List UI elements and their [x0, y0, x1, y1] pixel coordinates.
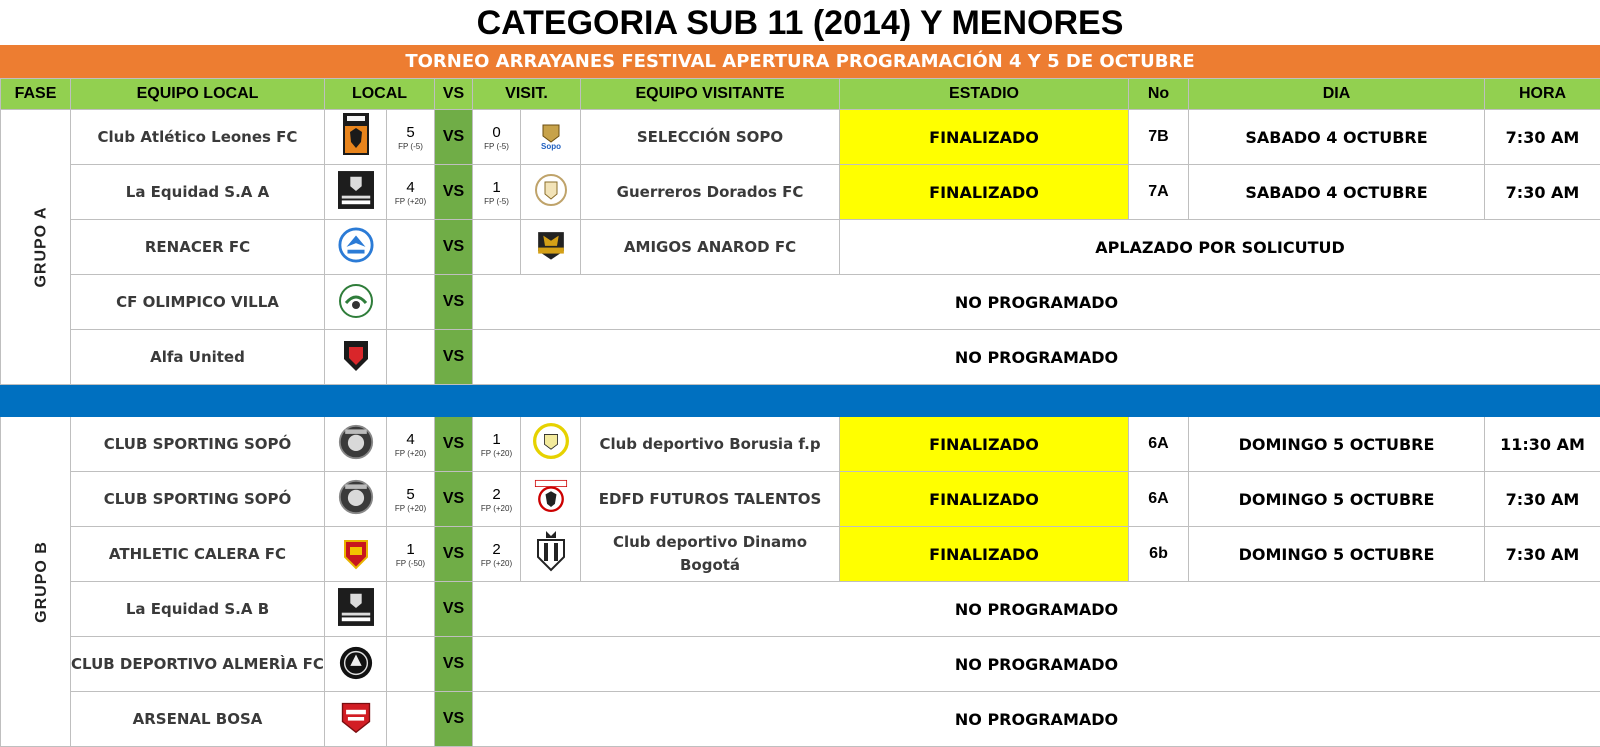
match-time: 7:30 AM [1485, 165, 1600, 220]
match-time: 7:30 AM [1485, 527, 1600, 582]
match-time: 7:30 AM [1485, 110, 1600, 165]
local-team: La Equidad S.A B [71, 582, 325, 637]
local-team: CLUB SPORTING SOPÓ [71, 417, 325, 472]
visit-logo-cell [521, 110, 581, 165]
match-status: NO PROGRAMADO [473, 330, 1600, 385]
match-time: 11:30 AM [1485, 417, 1600, 472]
local-team: ATHLETIC CALERA FC [71, 527, 325, 582]
calera-crest-icon [338, 533, 374, 575]
lion-crest-icon [338, 113, 374, 155]
local-score-cell [387, 110, 435, 165]
match-day: DOMINGO 5 OCTUBRE [1189, 527, 1485, 582]
match-day: DOMINGO 5 OCTUBRE [1189, 417, 1485, 472]
table-row [1, 637, 1600, 692]
local-team: CF OLIMPICO VILLA [71, 275, 325, 330]
vs-cell: VS [435, 637, 473, 692]
estadio-status: FINALIZADO [840, 417, 1129, 472]
dinamo-crest-icon [533, 530, 569, 572]
table-row [1, 692, 1600, 747]
header-row [1, 79, 1600, 110]
visit-logo-cell [521, 527, 581, 582]
header-estadio: ESTADIO [840, 79, 1129, 110]
local-team: CLUB DEPORTIVO ALMERÌA FC [71, 637, 325, 692]
table-row [1, 330, 1600, 385]
visit-logo-cell [521, 472, 581, 527]
table-row [1, 165, 1600, 220]
header-hora: HORA [1485, 79, 1600, 110]
match-no: 7A [1129, 165, 1189, 220]
local-fp: FP (+20) [387, 197, 434, 207]
header-equipo-visitante: EQUIPO VISITANTE [581, 79, 840, 110]
match-status: NO PROGRAMADO [473, 582, 1600, 637]
visit-logo-cell [521, 220, 581, 275]
local-score-cell [387, 582, 435, 637]
borusia-crest-icon [533, 420, 569, 462]
estadio-status: FINALIZADO [840, 472, 1129, 527]
visit-score-cell [473, 472, 521, 527]
local-score-cell [387, 220, 435, 275]
schedule-table [0, 78, 1600, 747]
vs-cell: VS [435, 275, 473, 330]
local-score-cell [387, 637, 435, 692]
table-row [1, 527, 1600, 582]
local-score-cell [387, 275, 435, 330]
visit-logo-cell [521, 165, 581, 220]
tournament-banner: TORNEO ARRAYANES FESTIVAL APERTURA PROGRAMACIÓN 4 Y 5 DE OCTUBRE [0, 45, 1600, 78]
local-score-cell [387, 330, 435, 385]
group-b-label: GRUPO B [33, 541, 51, 623]
visit-score-cell [473, 110, 521, 165]
local-score-cell [387, 692, 435, 747]
match-no: 7B [1129, 110, 1189, 165]
local-logo-cell [325, 582, 387, 637]
local-goals: 5 [387, 124, 434, 142]
local-logo-cell [325, 692, 387, 747]
visit-team: Guerreros Dorados FC [581, 165, 840, 220]
local-goals: 4 [387, 431, 434, 449]
local-score-cell [387, 165, 435, 220]
local-team: Club Atlético Leones FC [71, 110, 325, 165]
match-status: NO PROGRAMADO [473, 692, 1600, 747]
sporting-crest-icon [338, 421, 374, 463]
local-team: RENACER FC [71, 220, 325, 275]
vs-cell: VS [435, 330, 473, 385]
table-row [1, 275, 1600, 330]
local-logo-cell [325, 275, 387, 330]
visit-logo-cell [521, 417, 581, 472]
visit-goals: 2 [473, 541, 520, 559]
local-logo-cell [325, 472, 387, 527]
amigos-crest-icon [533, 224, 569, 266]
page-title: CATEGORIA SUB 11 (2014) Y MENORES [0, 0, 1600, 45]
visit-team: AMIGOS ANAROD FC [581, 220, 840, 275]
local-logo-cell [325, 330, 387, 385]
sporting-crest-icon [338, 476, 374, 518]
match-day: DOMINGO 5 OCTUBRE [1189, 472, 1485, 527]
local-logo-cell [325, 165, 387, 220]
local-fp: FP (-50) [387, 559, 434, 569]
visit-fp: FP (-5) [473, 142, 520, 152]
svg-text:Sopo: Sopo [541, 142, 561, 151]
group-a-label-cell [1, 110, 71, 385]
visit-team: EDFD FUTUROS TALENTOS [581, 472, 840, 527]
guerreros-crest-icon [533, 169, 569, 211]
visit-team: SELECCIÓN SOPO [581, 110, 840, 165]
visit-team: Club deportivo Borusia f.p [581, 417, 840, 472]
match-day: SABADO 4 OCTUBRE [1189, 110, 1485, 165]
group-b-label-cell [1, 417, 71, 747]
arsenal-crest-icon [338, 696, 374, 738]
visit-team: Club deportivo Dinamo Bogotá [581, 527, 840, 582]
renacer-crest-icon [338, 224, 374, 266]
visit-score-cell [473, 220, 521, 275]
local-team: ARSENAL BOSA [71, 692, 325, 747]
local-logo-cell [325, 220, 387, 275]
visit-fp: FP (+20) [473, 559, 520, 569]
table-row [1, 582, 1600, 637]
equidad-crest-icon [338, 586, 374, 628]
header-equipo-local: EQUIPO LOCAL [71, 79, 325, 110]
estadio-status: FINALIZADO [840, 527, 1129, 582]
header-no: No [1129, 79, 1189, 110]
local-logo-cell [325, 110, 387, 165]
local-fp: FP (+20) [387, 449, 434, 459]
table-row [1, 110, 1600, 165]
header-fase: FASE [1, 79, 71, 110]
vs-cell: VS [435, 110, 473, 165]
local-fp: FP (+20) [387, 504, 434, 514]
local-logo-cell [325, 527, 387, 582]
vs-cell: VS [435, 527, 473, 582]
estadio-status: FINALIZADO [840, 110, 1129, 165]
table-row [1, 417, 1600, 472]
visit-goals: 1 [473, 431, 520, 449]
match-status: APLAZADO POR SOLICUTUD [840, 220, 1600, 275]
local-goals: 5 [387, 486, 434, 504]
local-score-cell [387, 527, 435, 582]
local-score-cell [387, 472, 435, 527]
match-no: 6A [1129, 417, 1189, 472]
local-fp: FP (-5) [387, 142, 434, 152]
almeria-crest-icon [338, 642, 374, 684]
match-no: 6A [1129, 472, 1189, 527]
visit-goals: 2 [473, 486, 520, 504]
visit-goals: 1 [473, 179, 520, 197]
local-score-cell [387, 417, 435, 472]
group-separator [1, 385, 1600, 417]
match-status: NO PROGRAMADO [473, 275, 1600, 330]
table-row [1, 472, 1600, 527]
vs-cell: VS [435, 692, 473, 747]
equidad-crest-icon [338, 169, 374, 211]
visit-fp: FP (+20) [473, 449, 520, 459]
local-logo-cell [325, 417, 387, 472]
match-day: SABADO 4 OCTUBRE [1189, 165, 1485, 220]
futuros-crest-icon [533, 475, 569, 517]
visit-score-cell [473, 527, 521, 582]
header-visit: VISIT. [473, 79, 581, 110]
olimpico-crest-icon [338, 280, 374, 322]
estadio-status: FINALIZADO [840, 165, 1129, 220]
table-row [1, 220, 1600, 275]
visit-goals: 0 [473, 124, 520, 142]
vs-cell: VS [435, 165, 473, 220]
vs-cell: VS [435, 472, 473, 527]
visit-fp: FP (-5) [473, 197, 520, 207]
alfa-crest-icon [338, 335, 374, 377]
visit-score-cell [473, 165, 521, 220]
group-a-label: GRUPO A [33, 206, 51, 287]
vs-cell: VS [435, 220, 473, 275]
sopo-crest-icon [533, 116, 569, 158]
local-team: Alfa United [71, 330, 325, 385]
local-logo-cell [325, 637, 387, 692]
vs-cell: VS [435, 417, 473, 472]
header-vs: VS [435, 79, 473, 110]
local-team: CLUB SPORTING SOPÓ [71, 472, 325, 527]
visit-fp: FP (+20) [473, 504, 520, 514]
header-dia: DIA [1189, 79, 1485, 110]
local-team: La Equidad S.A A [71, 165, 325, 220]
match-time: 7:30 AM [1485, 472, 1600, 527]
local-goals: 4 [387, 179, 434, 197]
match-no: 6b [1129, 527, 1189, 582]
local-goals: 1 [387, 541, 434, 559]
vs-cell: VS [435, 582, 473, 637]
match-status: NO PROGRAMADO [473, 637, 1600, 692]
visit-score-cell [473, 417, 521, 472]
header-local: LOCAL [325, 79, 435, 110]
